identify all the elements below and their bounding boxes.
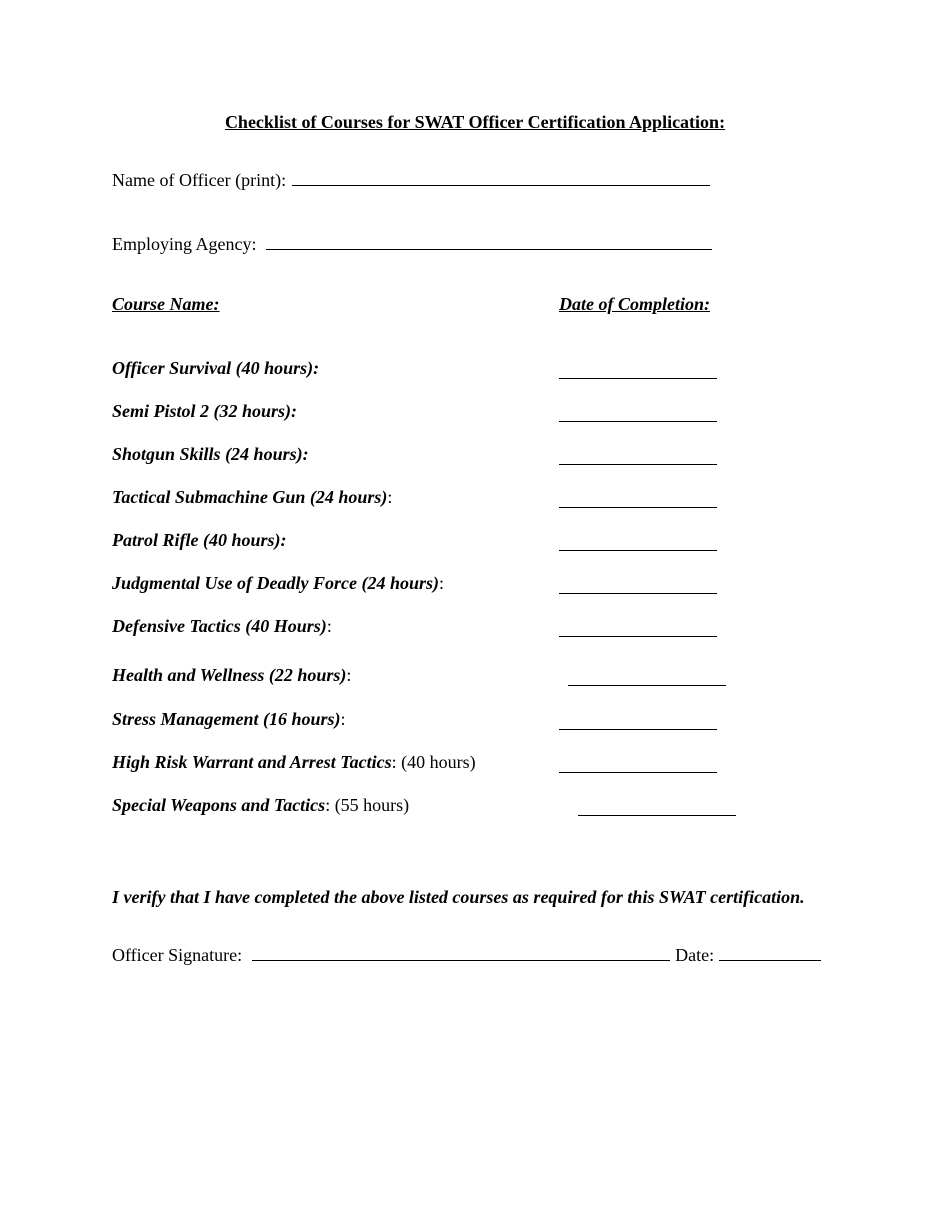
course-name: Shotgun Skills (24 hours): — [112, 444, 309, 464]
course-name: Health and Wellness (22 hours) — [112, 665, 347, 685]
course-date-field[interactable] — [559, 421, 717, 422]
course-suffix: : (40 hours) — [391, 752, 476, 772]
course-row — [112, 358, 319, 379]
officer-name-label: Name of Officer (print): — [112, 170, 287, 190]
course-name: Stress Management (16 hours) — [112, 709, 341, 729]
officer-name-row — [112, 169, 710, 191]
officer-name-field[interactable] — [292, 169, 710, 186]
course-suffix: : (55 hours) — [325, 795, 410, 815]
course-date-field[interactable] — [559, 729, 717, 730]
course-name: Judgmental Use of Deadly Force (24 hours) — [112, 573, 439, 593]
course-name: Patrol Rifle (40 hours): — [112, 530, 287, 550]
course-suffix: : — [387, 487, 393, 507]
course-row — [112, 709, 346, 730]
course-suffix: : — [346, 665, 352, 685]
course-name: Semi Pistol 2 (32 hours): — [112, 401, 298, 421]
course-name: High Risk Warrant and Arrest Tactics — [112, 752, 392, 772]
course-row — [112, 530, 287, 551]
course-date-field[interactable] — [559, 636, 717, 637]
course-date-field[interactable] — [559, 593, 717, 594]
course-row — [112, 487, 392, 508]
course-date-field[interactable] — [578, 815, 736, 816]
course-date-field[interactable] — [559, 772, 717, 773]
course-name: Defensive Tactics (40 Hours) — [112, 616, 327, 636]
course-suffix: : — [439, 573, 445, 593]
agency-field[interactable] — [266, 233, 712, 250]
signature-label: Officer Signature: — [112, 945, 243, 965]
course-date-field[interactable] — [559, 507, 717, 508]
course-name: Tactical Submachine Gun (24 hours) — [112, 487, 388, 507]
course-name-header: Course Name: — [112, 294, 220, 314]
course-row — [112, 573, 444, 594]
course-suffix: : — [340, 709, 346, 729]
course-date-field[interactable] — [559, 550, 717, 551]
course-row — [112, 795, 409, 816]
course-row — [112, 752, 476, 773]
course-date-field[interactable] — [568, 685, 726, 686]
course-date-field[interactable] — [559, 464, 717, 465]
course-suffix: : — [326, 616, 332, 636]
course-name: Officer Survival (40 hours): — [112, 358, 320, 378]
signature-row — [112, 944, 821, 966]
agency-row — [112, 233, 712, 255]
course-row — [112, 444, 309, 465]
course-row — [112, 616, 332, 637]
course-date-field[interactable] — [559, 378, 717, 379]
date-label: Date: — [675, 945, 715, 965]
course-row — [112, 665, 351, 686]
date-of-completion-header: Date of Completion: — [559, 294, 710, 314]
agency-label: Employing Agency: — [112, 234, 257, 254]
page-title: Checklist of Courses for SWAT Officer Certification Application: — [224, 112, 726, 132]
signature-date-field[interactable] — [719, 944, 821, 961]
course-row — [112, 401, 297, 422]
course-name: Special Weapons and Tactics — [112, 795, 326, 815]
verification-statement: I verify that I have completed the above listed courses as required for this SWAT certification. — [112, 887, 805, 907]
signature-field[interactable] — [252, 944, 670, 961]
